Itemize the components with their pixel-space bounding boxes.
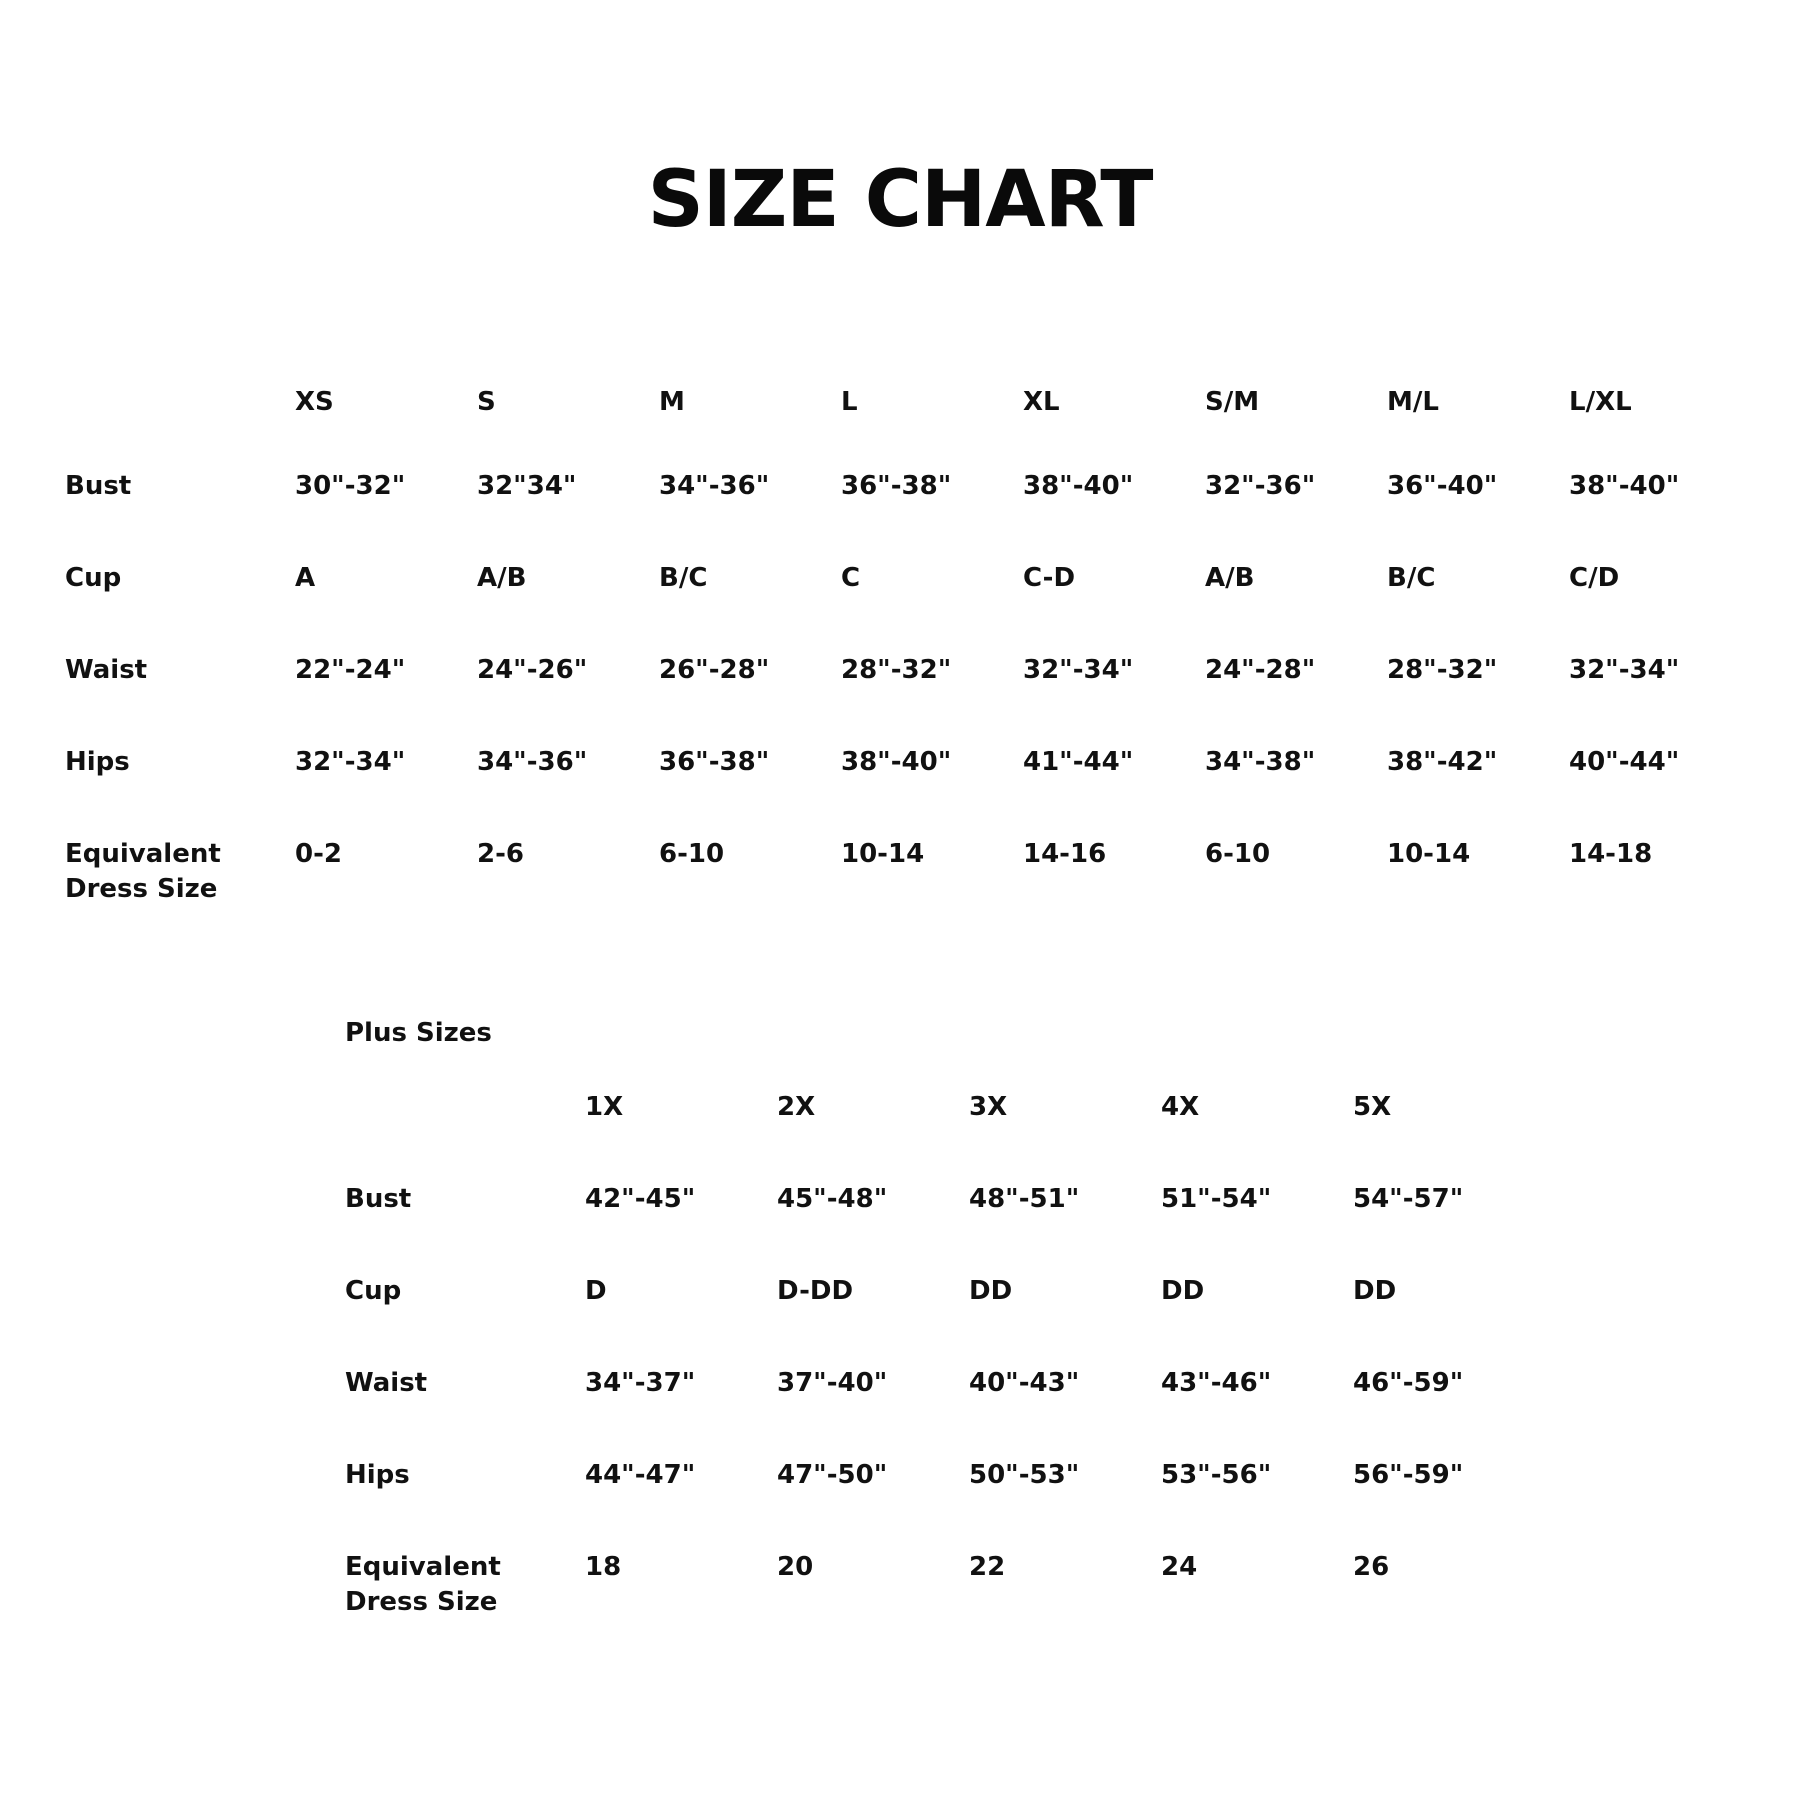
cell-bust-4x: 51"-54" xyxy=(1161,1184,1272,1214)
cell-bust-sm: 32"-36" xyxy=(1205,471,1316,501)
cell-cup-xs: A xyxy=(295,563,316,593)
cell-bust-xl: 38"-40" xyxy=(1023,471,1134,501)
cell-hips-2x: 47"-50" xyxy=(777,1460,888,1490)
table-row xyxy=(65,745,1751,837)
cell-dress-3x: 22 xyxy=(969,1552,1006,1582)
cell-dress-s: 2-6 xyxy=(477,839,524,869)
cell-cup-4x: DD xyxy=(1161,1276,1205,1306)
cell-waist-s: 24"-26" xyxy=(477,655,588,685)
column-header-3x: 3X xyxy=(969,1092,1008,1122)
row-label-cup-plus: Cup xyxy=(345,1276,402,1306)
row-label-hips: Hips xyxy=(65,747,130,777)
cell-waist-1x: 34"-37" xyxy=(585,1368,696,1398)
cell-waist-xl: 32"-34" xyxy=(1023,655,1134,685)
cell-dress-xs: 0-2 xyxy=(295,839,342,869)
column-header-lxl: L/XL xyxy=(1569,387,1632,417)
table-row xyxy=(345,1182,1545,1274)
row-label-line1: Equivalent xyxy=(345,1552,501,1582)
cell-cup-s: A/B xyxy=(477,563,527,593)
cell-hips-1x: 44"-47" xyxy=(585,1460,696,1490)
cell-hips-5x: 56"-59" xyxy=(1353,1460,1464,1490)
row-label-equivalent-dress-size-plus xyxy=(345,1550,585,1662)
row-label-hips-plus: Hips xyxy=(345,1460,410,1490)
cell-cup-sm: A/B xyxy=(1205,563,1255,593)
corner-cell xyxy=(65,385,295,469)
cell-dress-l: 10-14 xyxy=(841,839,925,869)
cell-dress-2x: 20 xyxy=(777,1552,814,1582)
column-header-ml: M/L xyxy=(1387,387,1439,417)
row-label-bust-plus: Bust xyxy=(345,1184,412,1214)
row-label-line2: Dress Size xyxy=(65,873,218,904)
standard-size-table xyxy=(65,385,1751,945)
table-header-row xyxy=(345,1090,1545,1182)
cell-bust-lxl: 38"-40" xyxy=(1569,471,1680,501)
cell-bust-m: 34"-36" xyxy=(659,471,770,501)
row-label-waist-plus: Waist xyxy=(345,1368,428,1398)
cell-bust-2x: 45"-48" xyxy=(777,1184,888,1214)
cell-bust-l: 36"-38" xyxy=(841,471,952,501)
cell-dress-m: 6-10 xyxy=(659,839,725,869)
table-row xyxy=(345,1458,1545,1550)
cell-cup-1x: D xyxy=(585,1276,607,1306)
cell-cup-xl: C-D xyxy=(1023,563,1076,593)
cell-bust-5x: 54"-57" xyxy=(1353,1184,1464,1214)
cell-dress-ml: 10-14 xyxy=(1387,839,1471,869)
cell-waist-4x: 43"-46" xyxy=(1161,1368,1272,1398)
cell-cup-lxl: C/D xyxy=(1569,563,1620,593)
cell-dress-5x: 26 xyxy=(1353,1552,1390,1582)
cell-bust-xs: 30"-32" xyxy=(295,471,406,501)
cell-bust-1x: 42"-45" xyxy=(585,1184,696,1214)
cell-waist-3x: 40"-43" xyxy=(969,1368,1080,1398)
cell-cup-5x: DD xyxy=(1353,1276,1397,1306)
cell-hips-lxl: 40"-44" xyxy=(1569,747,1680,777)
table-row xyxy=(65,561,1751,653)
table-row xyxy=(345,1550,1545,1662)
column-header-l: L xyxy=(841,387,858,417)
cell-hips-xs: 32"-34" xyxy=(295,747,406,777)
table-row xyxy=(65,837,1751,945)
cell-hips-sm: 34"-38" xyxy=(1205,747,1316,777)
cell-waist-2x: 37"-40" xyxy=(777,1368,888,1398)
cell-cup-ml: B/C xyxy=(1387,563,1436,593)
cell-waist-5x: 46"-59" xyxy=(1353,1368,1464,1398)
cell-bust-3x: 48"-51" xyxy=(969,1184,1080,1214)
table-header-row xyxy=(65,385,1751,469)
cell-bust-s: 32"34" xyxy=(477,471,577,501)
cell-waist-xs: 22"-24" xyxy=(295,655,406,685)
cell-dress-1x: 18 xyxy=(585,1552,622,1582)
cell-hips-3x: 50"-53" xyxy=(969,1460,1080,1490)
cell-hips-s: 34"-36" xyxy=(477,747,588,777)
cell-cup-3x: DD xyxy=(969,1276,1013,1306)
cell-dress-4x: 24 xyxy=(1161,1552,1198,1582)
cell-hips-l: 38"-40" xyxy=(841,747,952,777)
table-row xyxy=(345,1274,1545,1366)
column-header-m: M xyxy=(659,387,685,417)
cell-waist-l: 28"-32" xyxy=(841,655,952,685)
table-row xyxy=(65,653,1751,745)
cell-waist-m: 26"-28" xyxy=(659,655,770,685)
cell-waist-sm: 24"-28" xyxy=(1205,655,1316,685)
table-row xyxy=(65,469,1751,561)
row-label-bust: Bust xyxy=(65,471,132,501)
column-header-s: S xyxy=(477,387,496,417)
table-row xyxy=(345,1366,1545,1458)
cell-hips-xl: 41"-44" xyxy=(1023,747,1134,777)
page-title: SIZE CHART xyxy=(647,155,1153,245)
cell-cup-2x: D-DD xyxy=(777,1276,854,1306)
cell-dress-lxl: 14-18 xyxy=(1569,839,1653,869)
row-label-cup: Cup xyxy=(65,563,122,593)
row-label-line2: Dress Size xyxy=(345,1586,498,1617)
cell-hips-4x: 53"-56" xyxy=(1161,1460,1272,1490)
cell-cup-l: C xyxy=(841,563,861,593)
plus-sizes-heading: Plus Sizes xyxy=(345,1018,492,1048)
column-header-sm: S/M xyxy=(1205,387,1260,417)
plus-size-table xyxy=(345,1090,1545,1662)
cell-dress-sm: 6-10 xyxy=(1205,839,1271,869)
cell-dress-xl: 14-16 xyxy=(1023,839,1107,869)
cell-cup-m: B/C xyxy=(659,563,708,593)
row-label-waist: Waist xyxy=(65,655,148,685)
column-header-xs: XS xyxy=(295,387,334,417)
cell-bust-ml: 36"-40" xyxy=(1387,471,1498,501)
cell-hips-ml: 38"-42" xyxy=(1387,747,1498,777)
column-header-2x: 2X xyxy=(777,1092,816,1122)
cell-waist-ml: 28"-32" xyxy=(1387,655,1498,685)
cell-waist-lxl: 32"-34" xyxy=(1569,655,1680,685)
column-header-5x: 5X xyxy=(1353,1092,1392,1122)
row-label-equivalent-dress-size xyxy=(65,837,295,945)
corner-cell xyxy=(345,1090,585,1182)
column-header-4x: 4X xyxy=(1161,1092,1200,1122)
row-label-line1: Equivalent xyxy=(65,839,221,869)
column-header-xl: XL xyxy=(1023,387,1060,417)
column-header-1x: 1X xyxy=(585,1092,624,1122)
cell-hips-m: 36"-38" xyxy=(659,747,770,777)
